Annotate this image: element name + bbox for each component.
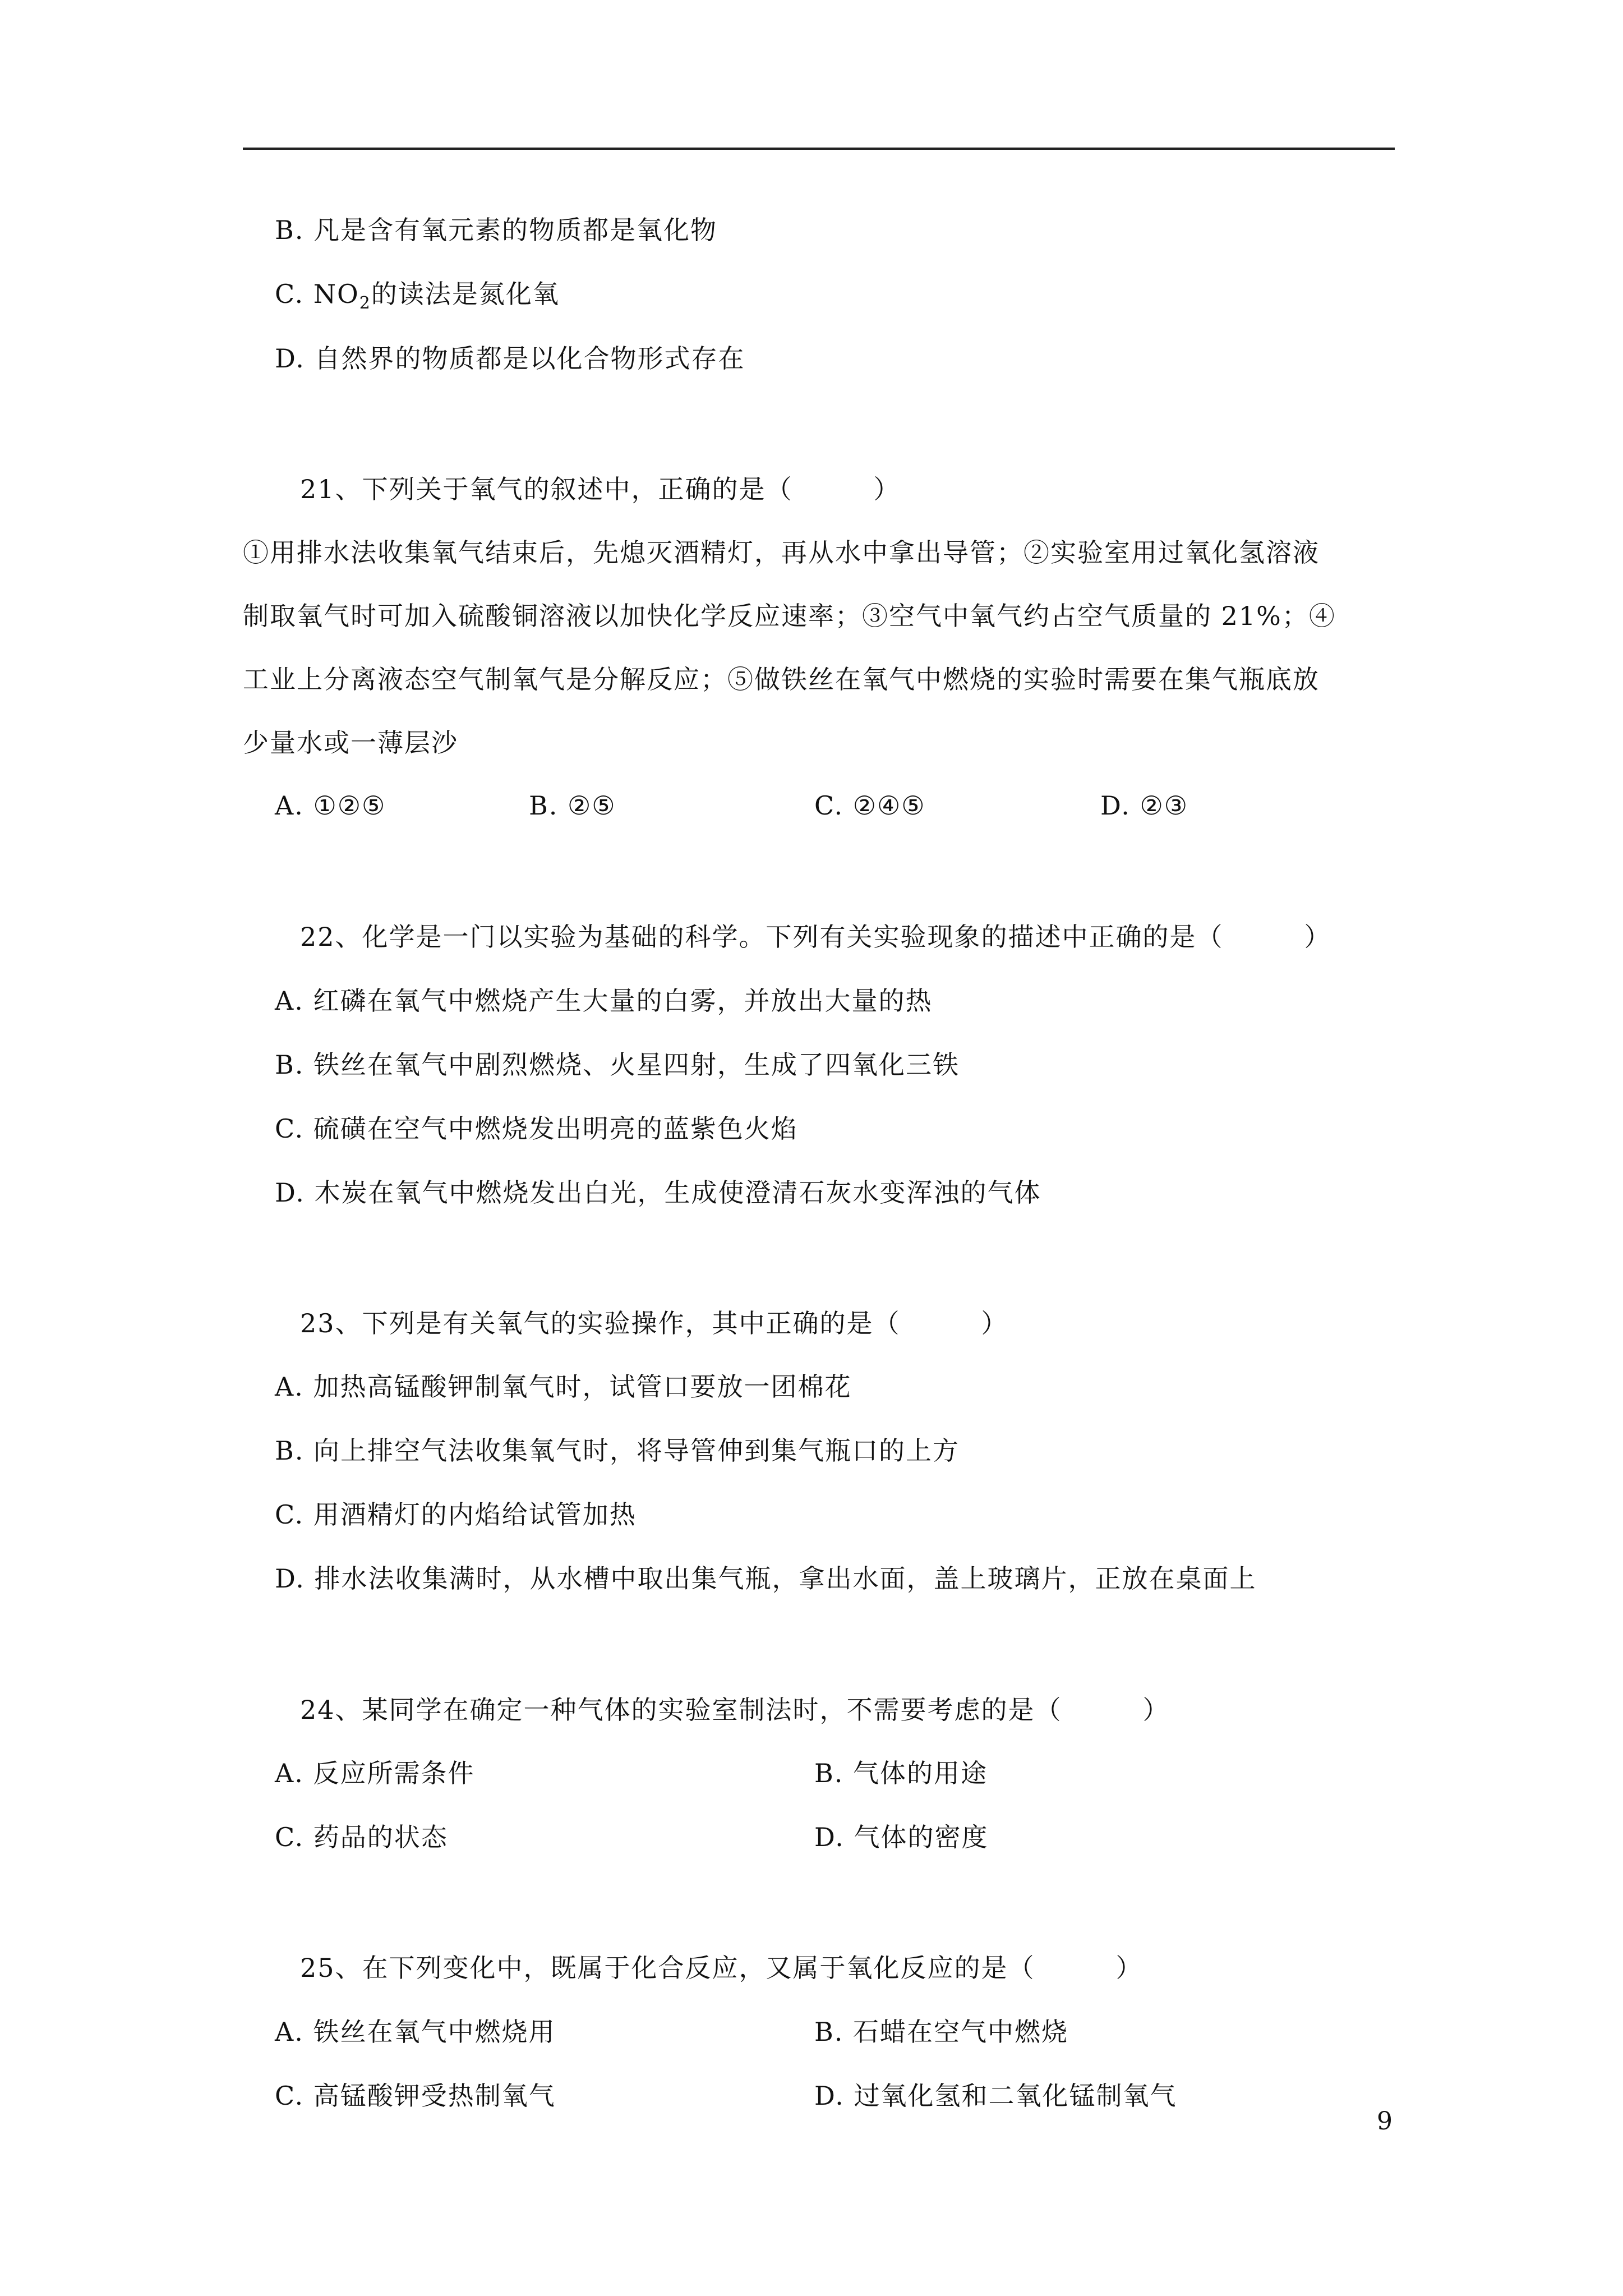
prev-option-b: B. 凡是含有氧元素的物质都是氧化物	[275, 215, 718, 245]
q23-option-b: B. 向上排空气法收集氧气时，将导管伸到集气瓶口的上方	[275, 1435, 960, 1466]
q21-option-c: C. ②④⑤	[814, 790, 926, 821]
q23-option-d: D. 排水法收集满时，从水槽中取出集气瓶，拿出水面，盖上玻璃片，正放在桌面上	[275, 1563, 1257, 1594]
q25-option-d: D. 过氧化氢和二氧化锰制氧气	[814, 2081, 1177, 2111]
q21-stem: 21、下列关于氧气的叙述中，正确的是（ ）	[300, 474, 901, 504]
q25-option-b: B. 石蜡在空气中燃烧	[814, 2017, 1069, 2047]
q25-option-c: C. 高锰酸钾受热制氧气	[275, 2081, 556, 2111]
q24-option-c: C. 药品的状态	[275, 1822, 448, 1852]
header-rule	[243, 148, 1395, 150]
prev-option-c-prefix: C. NO	[275, 279, 359, 309]
page-number: 9	[1377, 2107, 1393, 2136]
prev-option-c-subscript: 2	[359, 293, 371, 314]
prev-option-d: D. 自然界的物质都是以化合物形式存在	[275, 343, 745, 374]
q22-option-b: B. 铁丝在氧气中剧烈燃烧、火星四射，生成了四氧化三铁	[275, 1050, 960, 1080]
q22-stem: 22、化学是一门以实验为基础的科学。下列有关实验现象的描述中正确的是（ ）	[300, 922, 1331, 952]
q21-option-b: B. ②⑤	[529, 790, 616, 821]
prev-option-c-suffix: 的读法是氮化氧	[371, 279, 560, 309]
q22-option-d: D. 木炭在氧气中燃烧发出白光，生成使澄清石灰水变浑浊的气体	[275, 1177, 1041, 1208]
q24-option-a: A. 反应所需条件	[275, 1758, 475, 1788]
q21-line-2: 制取氧气时可加入硫酸铜溶液以加快化学反应速率；③空气中氧气约占空气质量的 21%；④	[243, 601, 1336, 631]
q24-option-d: D. 气体的密度	[814, 1822, 989, 1852]
q22-option-a: A. 红磷在氧气中燃烧产生大量的白雾，并放出大量的热	[275, 986, 933, 1016]
q21-line-4: 少量水或一薄层沙	[243, 728, 458, 758]
q23-option-c: C. 用酒精灯的内焰给试管加热	[275, 1499, 637, 1530]
prev-option-c	[275, 277, 560, 314]
q22-option-c: C. 硫磺在空气中燃烧发出明亮的蓝紫色火焰	[275, 1114, 798, 1144]
q23-option-a: A. 加热高锰酸钾制氧气时，试管口要放一团棉花	[275, 1372, 852, 1402]
q21-option-d: D. ②③	[1100, 790, 1188, 821]
q24-stem: 24、某同学在确定一种气体的实验室制法时，不需要考虑的是（ ）	[300, 1695, 1170, 1725]
q25-option-a: A. 铁丝在氧气中燃烧用	[275, 2017, 556, 2047]
q21-option-a: A. ①②⑤	[275, 790, 386, 821]
q21-line-1: ①用排水法收集氧气结束后，先熄灭酒精灯，再从水中拿出导管；②实验室用过氧化氢溶液	[243, 537, 1320, 568]
q23-stem: 23、下列是有关氧气的实验操作，其中正确的是（ ）	[300, 1308, 1008, 1338]
q21-line-3: 工业上分离液态空气制氧气是分解反应；⑤做铁丝在氧气中燃烧的实验时需要在集气瓶底放	[243, 664, 1320, 694]
q25-stem: 25、在下列变化中，既属于化合反应，又属于氧化反应的是（ ）	[300, 1953, 1143, 1983]
q24-option-b: B. 气体的用途	[814, 1758, 988, 1788]
